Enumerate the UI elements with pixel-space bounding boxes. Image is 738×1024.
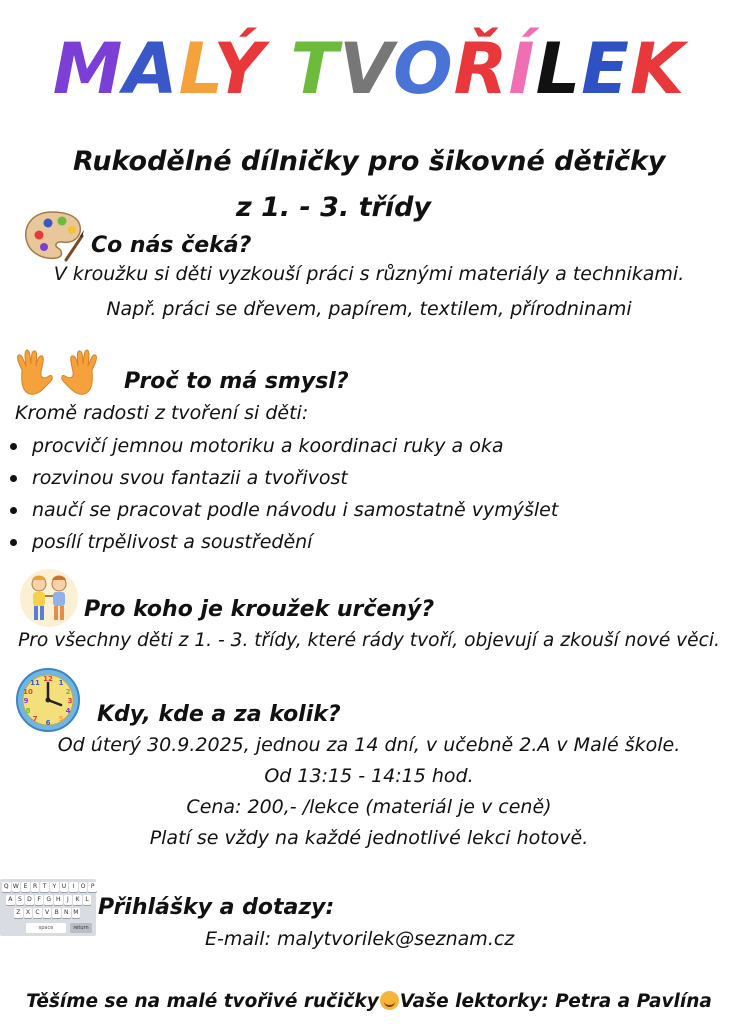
title-letter: Ř — [453, 28, 509, 110]
subtitle-line-2: z 1. - 3. třídy — [236, 192, 432, 223]
svg-text:2: 2 — [65, 688, 71, 696]
svg-text:9: 9 — [23, 697, 29, 705]
list-item: rozvinou svou fantazii a tvořivost — [6, 462, 558, 494]
keyboard-key: P — [88, 882, 97, 892]
title-letter: L — [178, 28, 214, 110]
keyboard-key: S — [16, 895, 25, 905]
keyboard-key: J — [64, 895, 73, 905]
keyboard-key: H — [54, 895, 63, 905]
list-item: procvičí jemnou motoriku a koordinaci ruky a oka — [6, 430, 558, 462]
title-letter: T — [290, 28, 340, 110]
keyboard-key: F — [35, 895, 44, 905]
keyboard-return-key: return — [70, 923, 92, 933]
keyboard-key: B — [52, 908, 61, 918]
svg-text:7: 7 — [32, 715, 38, 723]
keyboard-key: N — [62, 908, 71, 918]
keyboard-key: Q — [3, 883, 9, 890]
footer-lecturers: Vaše lektorky: Petra a Pavlína — [399, 991, 712, 1012]
keyboard-key: G — [46, 896, 52, 903]
title-letter: O — [393, 28, 454, 110]
children-icon — [18, 568, 80, 628]
subtitle-line-1: Rukodělné dílničky pro šikovné dětičky — [73, 146, 666, 177]
svg-text:5: 5 — [58, 715, 64, 723]
title-letter — [265, 28, 290, 110]
svg-text:3: 3 — [67, 697, 73, 705]
section-heading-when-where: Kdy, kde a za kolik? — [97, 702, 341, 727]
svg-text:8: 8 — [25, 707, 31, 715]
palette-icon — [22, 208, 84, 262]
svg-text:12: 12 — [43, 675, 53, 683]
keyboard-key: M — [73, 909, 79, 916]
keyboard-key: E — [21, 882, 30, 892]
section-heading-for-whom: Pro koho je kroužek určený? — [84, 597, 435, 622]
keyboard-key: U — [60, 882, 69, 892]
section1-line-1: V kroužku si děti vyzkouší práci s různými materiály a technikami. — [53, 263, 685, 285]
section-heading-why-it-matters: Proč to má smysl? — [124, 369, 349, 394]
keyboard-key: T — [40, 882, 49, 892]
list-item: posílí trpělivost a soustředění — [6, 526, 558, 558]
keyboard-key: D — [27, 896, 32, 903]
title-letter: Í — [508, 28, 536, 110]
title-letter: Ý — [213, 28, 266, 110]
keyboard-key: O — [80, 883, 86, 890]
title-letter: L — [535, 28, 582, 110]
keyboard-key: X — [24, 908, 33, 918]
keyboard-key: L — [83, 895, 92, 905]
keyboard-icon — [0, 879, 96, 936]
contact-email: E-mail: malytvorilek@seznam.cz — [205, 928, 515, 950]
section1-line-2: Např. práci se dřevem, papírem, textilem, přírodninami — [106, 298, 632, 320]
svg-text:11: 11 — [30, 679, 40, 687]
keyboard-key: W — [12, 883, 19, 890]
section-heading-what-awaits: Co nás čeká? — [91, 233, 252, 258]
keyboard-key: I — [69, 882, 78, 892]
keyboard-key: C — [33, 908, 42, 918]
keyboard-key: V — [43, 908, 52, 918]
section-heading-registration: Přihlášky a dotazy: — [98, 895, 335, 920]
svg-text:4: 4 — [65, 707, 71, 715]
keyboard-key: Y — [50, 882, 59, 892]
smiling-face-icon — [380, 991, 399, 1010]
svg-text:1: 1 — [58, 679, 64, 687]
keyboard-key: K — [73, 895, 82, 905]
title-letter: K — [630, 28, 686, 110]
keyboard-space-key: space — [26, 923, 66, 933]
benefits-list — [6, 430, 558, 558]
svg-text:6: 6 — [45, 719, 51, 727]
section4-line-2: Od 13:15 - 14:15 hod. — [264, 765, 474, 787]
keyboard-key: R — [31, 882, 40, 892]
keyboard-key: A — [6, 895, 15, 905]
hands-icon — [12, 348, 102, 398]
title-letter: A — [123, 28, 179, 110]
svg-text:10: 10 — [23, 688, 33, 696]
section4-line-4: Platí se vždy na každé jednotlivé lekci hotově. — [149, 827, 589, 849]
section4-line-1: Od úterý 30.9.2025, jednou za 14 dní, v učebně 2.A v Malé škole. — [57, 734, 681, 756]
keyboard-key: Z — [14, 908, 23, 918]
title-letter: M — [52, 28, 124, 110]
page-title — [0, 28, 738, 110]
section3-line-1: Pro všechny děti z 1. - 3. třídy, které rády tvoří, objevují a zkouší nové věci. — [18, 630, 720, 651]
footer-line — [0, 991, 738, 1012]
section2-intro: Kromě radosti z tvoření si děti: — [15, 402, 309, 424]
list-item: naučí se pracovat podle návodu i samostatně vymýšlet — [6, 494, 558, 526]
title-letter: E — [581, 28, 630, 110]
section4-line-3: Cena: 200,- /lekce (materiál je v ceně) — [186, 796, 552, 818]
title-letter: V — [339, 28, 394, 110]
clock-icon — [14, 667, 82, 733]
footer-greeting: Těšíme se na malé tvořivé ručičky — [26, 991, 379, 1012]
